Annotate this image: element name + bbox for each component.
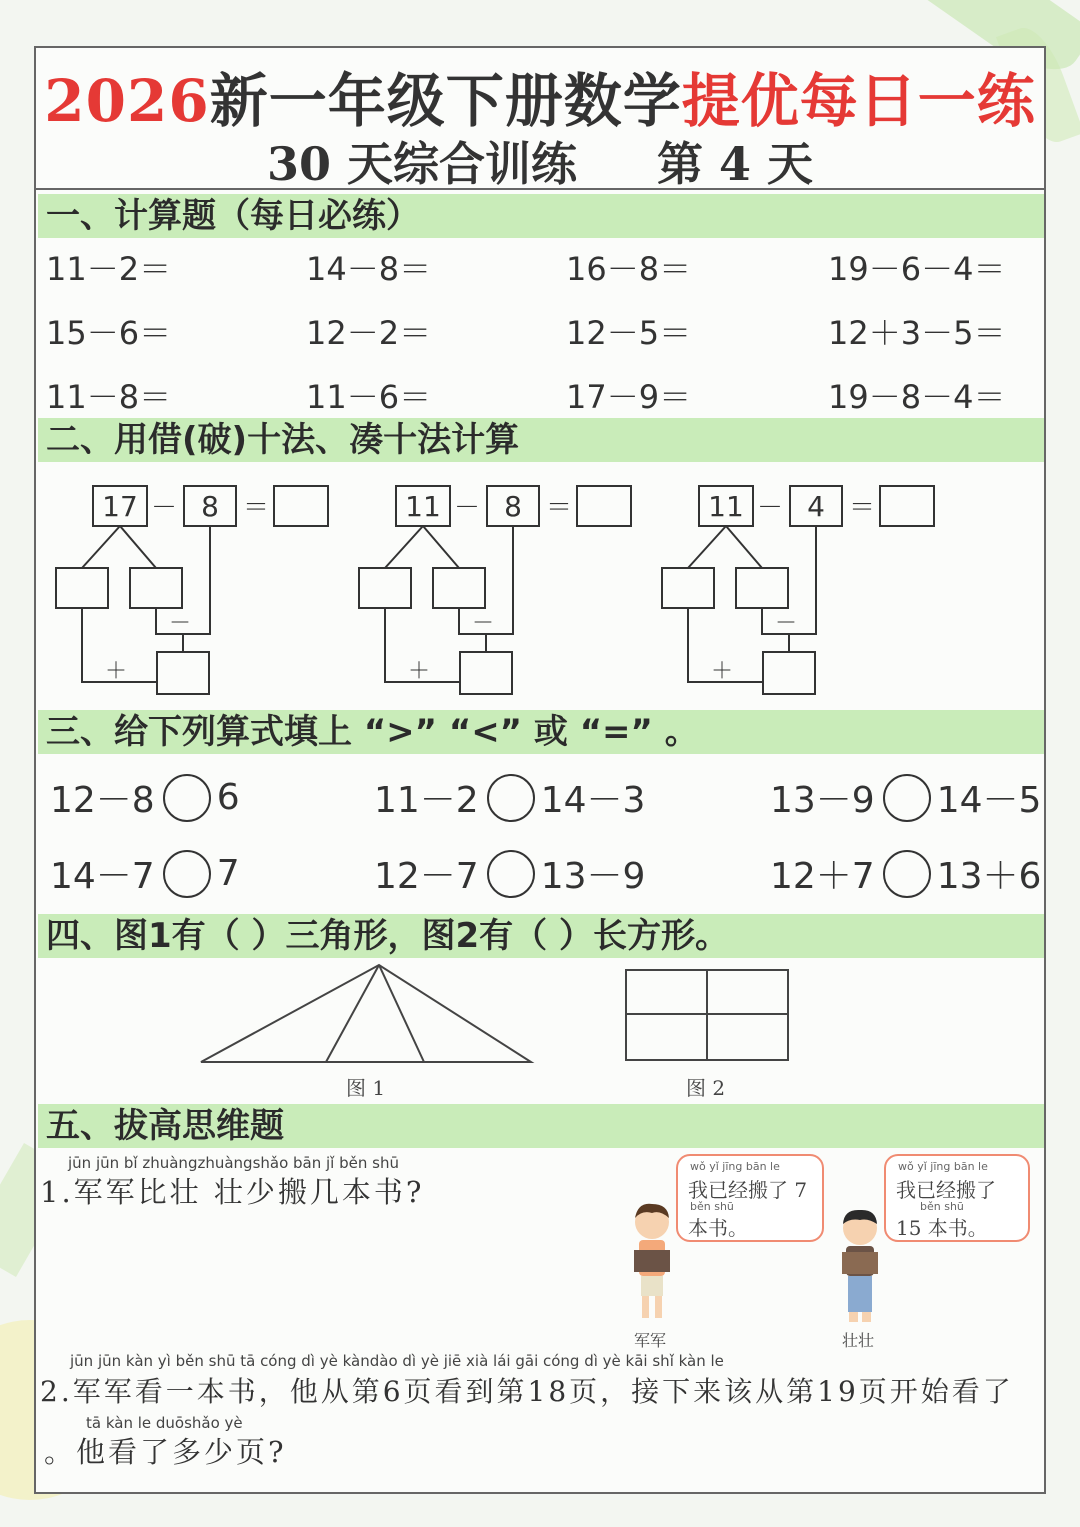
boy-zhuangzhuang-illustration — [832, 1206, 888, 1328]
bubble-pinyin: wǒ yǐ jīng bān le — [690, 1160, 780, 1173]
compare-left: 12－8 — [50, 780, 155, 821]
answer-box[interactable] — [880, 486, 934, 526]
section-4-header: 四、图1有（ ）三角形，图2有（ ）长方形。 — [38, 914, 1044, 958]
answer-split-box-right[interactable] — [736, 568, 788, 608]
calc-problem: 16－8＝ — [566, 250, 692, 288]
compare-problem — [770, 772, 1041, 823]
subtrahend-number: 8 — [201, 490, 219, 523]
borrow-ten-diagrams — [36, 468, 1046, 708]
answer-circle[interactable] — [883, 774, 931, 822]
name-label-zhuangzhuang: 壮壮 — [842, 1331, 875, 1350]
calc-problem: 15－6＝ — [46, 314, 172, 352]
compare-left: 14－7 — [50, 856, 155, 897]
section-3-header: 三、给下列算式填上 “>” “<” 或 “=” 。 — [38, 710, 1044, 754]
calc-problem: 19－8－4＝ — [828, 378, 1006, 416]
plus-label: ＋ — [407, 659, 431, 684]
figure-1-triangles — [196, 960, 536, 1070]
answer-circle[interactable] — [883, 850, 931, 898]
minus-sign: － — [453, 493, 481, 523]
compare-right: 13－9 — [540, 856, 646, 897]
boy-junjun-illustration — [624, 1200, 680, 1326]
split-line — [726, 526, 762, 568]
compare-right: 14－3 — [540, 780, 646, 821]
calc-problem: 11－8＝ — [46, 378, 172, 416]
calc-problem: 12－2＝ — [306, 314, 432, 352]
compare-right: 13＋6 — [936, 856, 1042, 897]
page-title — [36, 54, 1044, 138]
answer-box[interactable] — [274, 486, 328, 526]
calc-problem: 17－9＝ — [566, 378, 692, 416]
bubble-text: 我已经搬了 — [896, 1178, 996, 1202]
compare-problem — [50, 772, 240, 823]
compare-problem — [374, 848, 645, 899]
compare-problem — [50, 848, 240, 899]
calc-problem: 12＋3－5＝ — [828, 314, 1006, 352]
section-1-header: 一、计算题（每日必练） — [38, 194, 1044, 238]
answer-box[interactable] — [577, 486, 631, 526]
title-part1: 新一年级下册数学 — [209, 67, 682, 135]
plus-label: ＋ — [710, 659, 734, 684]
compare-left: 12－7 — [374, 856, 479, 897]
bubble-pinyin: běn shū — [920, 1200, 964, 1213]
divider — [36, 188, 1044, 190]
section-2-header: 二、用借(破)十法、凑十法计算 — [38, 418, 1044, 462]
figure-1-caption: 图 1 — [346, 1076, 386, 1100]
compare-right: 14－5 — [936, 780, 1042, 821]
calc-problem: 11－6＝ — [306, 378, 432, 416]
minuend-number: 17 — [102, 490, 138, 523]
answer-circle[interactable] — [163, 850, 211, 898]
bubble-text: 15 本书。 — [896, 1216, 988, 1240]
name-label-junjun: 军军 — [634, 1331, 667, 1350]
calc-problem: 12－5＝ — [566, 314, 692, 352]
minus-label: － — [168, 611, 192, 636]
split-line — [385, 526, 423, 568]
minus-label: － — [774, 611, 798, 636]
split-line — [120, 526, 156, 568]
equals-sign: ＝ — [545, 493, 573, 523]
subtitle-right: 第 4 天 — [656, 137, 814, 191]
equals-sign: ＝ — [242, 493, 270, 523]
minus-label: － — [471, 611, 495, 636]
answer-split-box-left[interactable] — [359, 568, 411, 608]
calc-problem: 11－2＝ — [46, 250, 172, 288]
compare-left: 12＋7 — [770, 856, 875, 897]
compare-problem — [374, 772, 645, 823]
q2-pinyin-line1: jūn jūn kàn yì běn shū tā cóng dì yè kàndào dì yè jiē xià lái gāi cóng dì yè kāi shǐ kàn le — [70, 1352, 724, 1370]
figure-2-caption: 图 2 — [686, 1076, 726, 1100]
equals-sign: ＝ — [848, 493, 876, 523]
worksheet — [34, 46, 1046, 1494]
subtrahend-number: 4 — [807, 490, 825, 523]
split-line — [423, 526, 459, 568]
minuend-number: 11 — [405, 490, 441, 523]
bubble-text: 我已经搬了 7 — [688, 1178, 808, 1202]
subtitle-left: 30 天综合训练 — [266, 137, 577, 191]
plus-label: ＋ — [104, 659, 128, 684]
answer-circle[interactable] — [163, 774, 211, 822]
answer-split-box-left[interactable] — [662, 568, 714, 608]
answer-final-box[interactable] — [157, 652, 209, 694]
compare-right: 6 — [216, 777, 240, 818]
answer-split-box-right[interactable] — [433, 568, 485, 608]
answer-final-box[interactable] — [763, 652, 815, 694]
q2-text-line1: 2.军军看一本书，他从第6页看到第18页，接下来该从第19页开始看了 — [40, 1375, 1014, 1408]
subtrahend-number: 8 — [504, 490, 522, 523]
compare-left: 11－2 — [374, 780, 479, 821]
minus-sign: － — [150, 493, 178, 523]
q2-pinyin-line2: tā kàn le duōshǎo yè — [86, 1414, 243, 1432]
figure-2-rectangles — [622, 966, 792, 1064]
compare-problem — [770, 848, 1041, 899]
compare-left: 13－9 — [770, 780, 875, 821]
compare-right: 7 — [216, 853, 240, 894]
q1-pinyin: jūn jūn bǐ zhuàngzhuàngshǎo bān jǐ běn shū — [68, 1154, 399, 1172]
page-subtitle — [36, 128, 1044, 194]
calc-problem: 19－6－4＝ — [828, 250, 1006, 288]
speech-bubble-zhuangzhuang — [884, 1154, 1030, 1242]
split-line — [82, 526, 120, 568]
q2-text-line2: 。他看了多少页? — [44, 1435, 287, 1469]
minus-sign: － — [756, 493, 784, 523]
calc-problem: 14－8＝ — [306, 250, 432, 288]
split-line — [688, 526, 726, 568]
answer-final-box[interactable] — [460, 652, 512, 694]
section-5-header: 五、拔高思维题 — [38, 1104, 1044, 1148]
speech-bubble-junjun — [676, 1154, 824, 1242]
answer-circle[interactable] — [487, 774, 535, 822]
bubble-pinyin: běn shū — [690, 1200, 734, 1213]
minuend-number: 11 — [708, 490, 744, 523]
q1-text: 1.军军比壮 壮少搬几本书? — [40, 1175, 425, 1209]
answer-split-box-left[interactable] — [56, 568, 108, 608]
bubble-pinyin: wǒ yǐ jīng bān le — [898, 1160, 988, 1173]
answer-circle[interactable] — [487, 850, 535, 898]
answer-split-box-right[interactable] — [130, 568, 182, 608]
title-year: 2026 — [44, 67, 210, 135]
bubble-text: 本书。 — [688, 1216, 748, 1240]
title-part2: 提优每日一练 — [681, 67, 1036, 135]
